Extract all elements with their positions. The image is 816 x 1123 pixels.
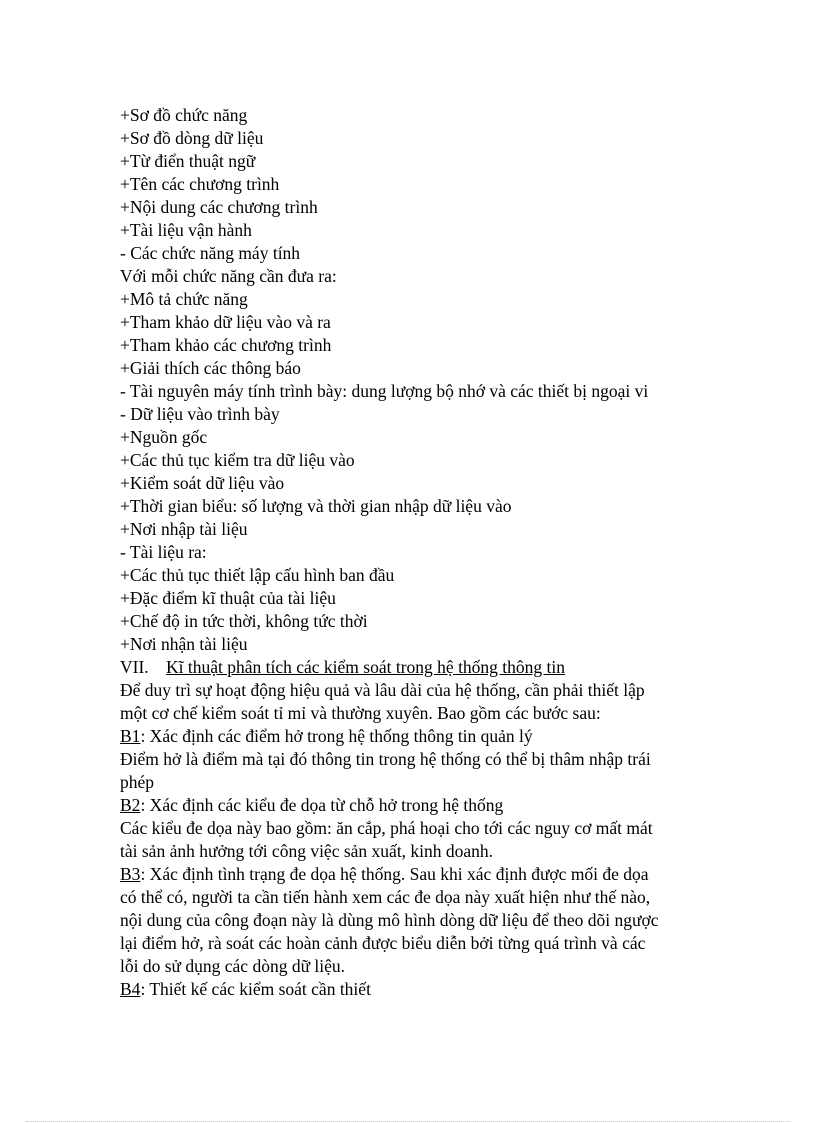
section-number: VII. bbox=[120, 657, 149, 677]
text-line: +Tên các chương trình bbox=[120, 174, 280, 194]
text-line: +Nguồn gốc bbox=[120, 427, 208, 447]
text-line: +Nội dung các chương trình bbox=[120, 197, 318, 217]
text-line: Điểm hở là điểm mà tại đó thông tin trong hệ thống có thể bị thâm nhập trái bbox=[120, 749, 651, 769]
step-text: : Xác định các kiểu đe dọa từ chỗ hở trong hệ thống bbox=[140, 795, 504, 815]
section-heading bbox=[120, 656, 720, 679]
text-line: +Giải thích các thông báo bbox=[120, 358, 301, 378]
step-b2 bbox=[120, 794, 720, 817]
step-text: : Thiết kế các kiểm soát cần thiết bbox=[140, 979, 371, 999]
text-line: +Tham khảo dữ liệu vào và ra bbox=[120, 312, 331, 332]
text-line: +Chế độ in tức thời, không tức thời bbox=[120, 611, 368, 631]
intro-line: Để duy trì sự hoạt động hiệu quả và lâu dài của hệ thống, cần phải thiết lập bbox=[120, 680, 645, 700]
text-line: lại điểm hở, rà soát các hoàn cảnh được biểu diễn bởi từng quá trình và các bbox=[120, 933, 646, 953]
text-line: +Tham khảo các chương trình bbox=[120, 335, 332, 355]
text-line: - Tài liệu ra: bbox=[120, 542, 207, 562]
step-text: : Xác định tình trạng đe dọa hệ thống. Sau khi xác định được mối đe dọa bbox=[140, 864, 649, 884]
text-line: +Nơi nhập tài liệu bbox=[120, 519, 248, 539]
step-b1 bbox=[120, 725, 720, 748]
text-line: +Mô tả chức năng bbox=[120, 289, 248, 309]
document-body bbox=[120, 104, 720, 1001]
text-line: Các kiểu đe dọa này bao gồm: ăn cắp, phá hoại cho tới các nguy cơ mất mát bbox=[120, 818, 653, 838]
text-line: - Tài nguyên máy tính trình bày: dung lượng bộ nhớ và các thiết bị ngoại vi bbox=[120, 381, 649, 401]
text-line: +Sơ đồ chức năng bbox=[120, 105, 248, 125]
footer-divider bbox=[26, 1121, 790, 1122]
text-line: có thể có, người ta cần tiến hành xem các đe dọa này xuất hiện như thế nào, bbox=[120, 887, 651, 907]
step-label: B3 bbox=[120, 864, 141, 884]
step-text: : Xác định các điểm hở trong hệ thống thông tin quản lý bbox=[140, 726, 533, 746]
section-title: Kĩ thuật phân tích các kiểm soát trong hệ thống thông tin bbox=[166, 657, 566, 677]
text-line: nội dung của công đoạn này là dùng mô hình dòng dữ liệu để theo dõi ngược bbox=[120, 910, 659, 930]
step-b4 bbox=[120, 978, 720, 1001]
intro-line: một cơ chế kiểm soát tỉ mỉ và thường xuyên. Bao gồm các bước sau: bbox=[120, 703, 601, 723]
step-b3 bbox=[120, 863, 720, 886]
step-label: B4 bbox=[120, 979, 141, 999]
text-line: +Kiểm soát dữ liệu vào bbox=[120, 473, 285, 493]
step-label: B2 bbox=[120, 795, 141, 815]
text-line: +Các thủ tục thiết lập cấu hình ban đầu bbox=[120, 565, 395, 585]
text-line: +Nơi nhận tài liệu bbox=[120, 634, 248, 654]
text-line: tài sản ảnh hưởng tới công việc sản xuất, kinh doanh. bbox=[120, 841, 494, 861]
text-line: phép bbox=[120, 772, 155, 792]
text-line: +Đặc điểm kĩ thuật của tài liệu bbox=[120, 588, 336, 608]
text-line: +Tài liệu vận hành bbox=[120, 220, 252, 240]
text-line: +Sơ đồ dòng dữ liệu bbox=[120, 128, 264, 148]
text-line: Với mỗi chức năng cần đưa ra: bbox=[120, 266, 337, 286]
text-line: - Các chức năng máy tính bbox=[120, 243, 301, 263]
text-line: +Từ điển thuật ngữ bbox=[120, 151, 256, 171]
text-line: +Thời gian biểu: số lượng và thời gian nhập dữ liệu vào bbox=[120, 496, 512, 516]
text-line: lỗi do sử dụng các dòng dữ liệu. bbox=[120, 956, 346, 976]
text-line: +Các thủ tục kiểm tra dữ liệu vào bbox=[120, 450, 355, 470]
step-label: B1 bbox=[120, 726, 141, 746]
text-line: - Dữ liệu vào trình bày bbox=[120, 404, 280, 424]
